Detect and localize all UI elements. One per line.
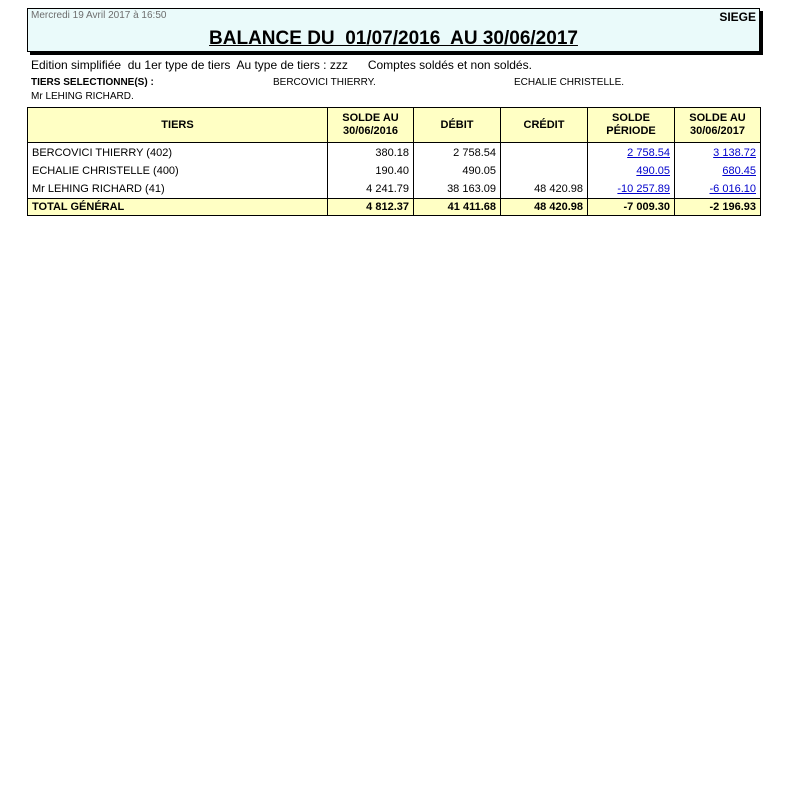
col-credit: CRÉDIT <box>501 108 588 143</box>
col-solde-au: SOLDE AU 30/06/2016 <box>328 108 414 143</box>
selected-tiers-3: Mr LEHING RICHARD. <box>31 91 134 102</box>
total-label: TOTAL GÉNÉRAL <box>28 199 328 216</box>
row-solde-fin-link[interactable]: 3 138.72 <box>675 143 761 163</box>
site-label: SIEGE <box>719 10 756 24</box>
row-tiers: ECHALIE CHRISTELLE (400) <box>28 162 328 180</box>
row-debit: 38 163.09 <box>414 180 501 199</box>
row-solde-periode-link[interactable]: 2 758.54 <box>588 143 675 163</box>
row-debit: 2 758.54 <box>414 143 501 163</box>
row-solde-periode-link[interactable]: -10 257.89 <box>588 180 675 199</box>
balance-table <box>27 107 761 216</box>
row-solde-au: 190.40 <box>328 162 414 180</box>
table-row <box>28 180 761 199</box>
selection-label: TIERS SELECTIONNE(S) : <box>31 77 154 88</box>
report-title: BALANCE DU 01/07/2016 AU 30/06/2017 <box>209 28 578 49</box>
report-header <box>27 8 760 52</box>
row-tiers: Mr LEHING RICHARD (41) <box>28 180 328 199</box>
col-solde-periode: SOLDE PÉRIODE <box>588 108 675 143</box>
row-tiers: BERCOVICI THIERRY (402) <box>28 143 328 163</box>
total-solde-au: 4 812.37 <box>328 199 414 216</box>
col-solde-fin: SOLDE AU 30/06/2017 <box>675 108 761 143</box>
row-credit: 48 420.98 <box>501 180 588 199</box>
total-solde-periode: -7 009.30 <box>588 199 675 216</box>
row-solde-au: 380.18 <box>328 143 414 163</box>
row-solde-fin-link[interactable]: -6 016.10 <box>675 180 761 199</box>
print-date: Mercredi 19 Avril 2017 à 16:50 <box>31 10 167 21</box>
selected-tiers-1: BERCOVICI THIERRY. <box>273 77 376 88</box>
total-credit: 48 420.98 <box>501 199 588 216</box>
row-debit: 490.05 <box>414 162 501 180</box>
total-row <box>28 199 761 216</box>
row-solde-periode-link[interactable]: 490.05 <box>588 162 675 180</box>
total-debit: 41 411.68 <box>414 199 501 216</box>
row-credit <box>501 162 588 180</box>
total-solde-fin: -2 196.93 <box>675 199 761 216</box>
table-header-row <box>28 108 761 143</box>
selected-tiers-2: ECHALIE CHRISTELLE. <box>514 77 625 88</box>
col-debit: DÉBIT <box>414 108 501 143</box>
row-solde-fin-link[interactable]: 680.45 <box>675 162 761 180</box>
table-row <box>28 162 761 180</box>
edition-info: Edition simplifiée du 1er type de tiers Au type de tiers : zzz Comptes soldés et non soldés. <box>31 58 532 72</box>
col-tiers: TIERS <box>28 108 328 143</box>
row-solde-au: 4 241.79 <box>328 180 414 199</box>
row-credit <box>501 143 588 163</box>
table-row <box>28 143 761 163</box>
